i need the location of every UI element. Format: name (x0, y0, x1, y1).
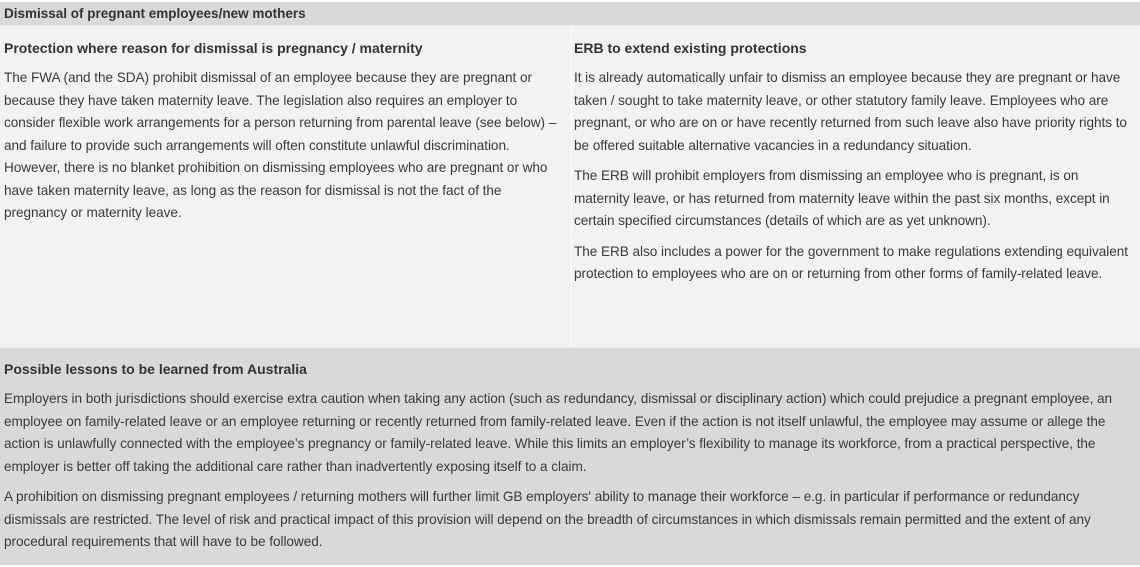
right-paragraph: The ERB also includes a power for the government to make regulations extending equivalent protection to employees who are on or returning from other forms of family-related leave. (574, 243, 1128, 281)
right-paragraph: It is already automatically unfair to dismiss an employee because they are pregnant or have taken / sought to take maternity leave, or other statutory family leave. Employees who are pregnant, or who are on or have recently returned from such leave also have priority rights to be offered suitable alternative vacancies in a redundancy situation. (574, 70, 1127, 153)
lessons-paragraph: Employers in both jurisdictions should exercise extra caution when taking any action (such as redundancy, dismissal or disciplinary action) which could prejudice a pregnant employee, an employee on family-related leave or an employee returning or recently returned from family-related leave. Even if the action is not itself unlawful, the employee may assume or allege the action is unlawfully connected with the employee’s pregnancy or family-related leave. While this limits an employer’s flexibility to manage its workforce, from a practical perspective, the employer is better off taking the additional care rather than inadvertently exposing itself to a claim. (4, 391, 1113, 474)
comparison-row (0, 26, 1140, 347)
left-column-heading: Protection where reason for dismissal is pregnancy / maternity (4, 40, 423, 56)
table-header (0, 2, 1140, 26)
right-paragraph: The ERB will prohibit employers from dismissing an employee who is pregnant, is on maternity leave, or has returned from maternity leave within the past six months, except in certain specified circumstances (details of which are as yet unknown). (574, 168, 1110, 228)
lessons-section (0, 347, 1140, 565)
left-paragraph: The FWA (and the SDA) prohibit dismissal of an employee because they are pregnant or because they have taken maternity leave. The legislation also requires an employer to consider flexible work arrangements for a person returning from parental leave (see below) – and failure to provide such arrangements will often constitute unlawful discrimination. However, there is no blanket prohibition on dismissing employees who are pregnant or who have taken maternity leave, as long as the reason for dismissal is not the fact of the pregnancy or maternity leave. (4, 70, 557, 220)
comparison-table (0, 2, 1140, 565)
right-column-heading: ERB to extend existing protections (574, 40, 807, 56)
lessons-heading: Possible lessons to be learned from Australia (4, 361, 307, 377)
lessons-paragraph: A prohibition on dismissing pregnant employees / returning mothers will further limit GB employers' ability to manage their workforce – e.g. in particular if performance or redundancy dismissals are restricted. The level of risk and practical impact of this provision will depend on the breadth of circumstances in which dismissals remain permitted and the extent of any procedural requirements that will have to be followed. (4, 489, 1091, 549)
erb-column (572, 26, 1140, 347)
table-title: Dismissal of pregnant employees/new mothers (4, 6, 306, 21)
australia-column (0, 26, 572, 347)
